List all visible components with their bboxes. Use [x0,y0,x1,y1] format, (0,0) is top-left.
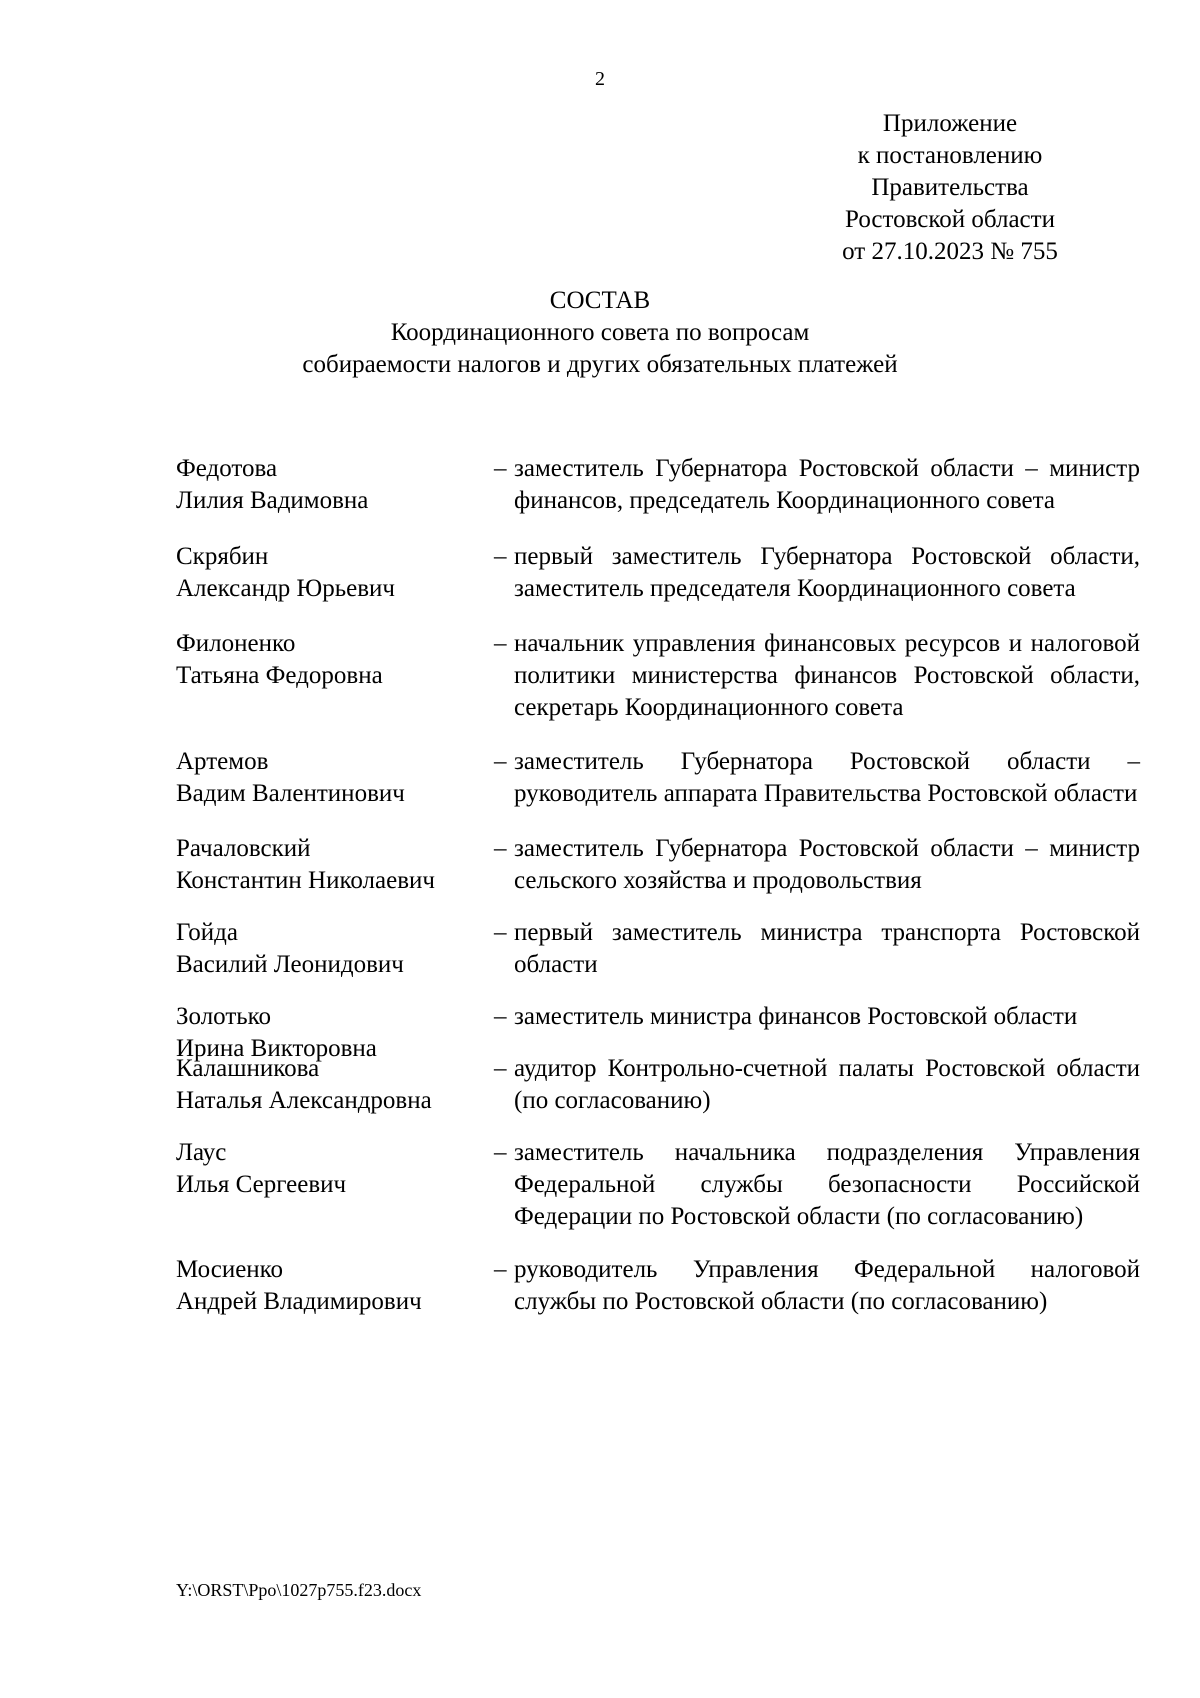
member-given-name: Илья Сергеевич [176,1171,347,1198]
member-surname: Федотова [176,455,278,482]
member-surname: Лаус [176,1139,227,1166]
member-name [176,1254,476,1318]
member-name [176,453,476,517]
heading-subtitle-line: Координационного совета по вопросам [390,319,810,346]
member-surname: Золотько [176,1003,272,1030]
member-name [176,917,476,981]
appendix-line: Приложение [882,110,1018,137]
member-name [176,1137,476,1201]
member-given-name: Андрей Владимирович [176,1288,422,1315]
member-surname: Рачаловский [176,835,311,862]
member-name [176,541,476,605]
member-entry [176,833,1140,897]
member-entry [176,1053,1140,1117]
appendix-line: Ростовской области [845,206,1055,233]
member-entry [176,453,1140,517]
member-entry [176,746,1140,810]
member-given-name: Константин Николаевич [176,867,435,894]
member-surname: Мосиенко [176,1256,284,1283]
member-name [176,628,476,692]
member-surname: Артемов [176,748,269,775]
member-role: первый заместитель министра транспорта Ростовской области [514,919,1140,978]
dash: – [494,455,507,482]
member-given-name: Ирина Викторовна [176,1035,377,1062]
members-list [176,453,1140,1318]
member-given-name: Лилия Вадимовна [176,487,369,514]
member-given-name: Александр Юрьевич [176,575,395,602]
member-entry [176,1001,1140,1062]
member-role: заместитель Губернатора Ростовской области – руководитель аппарата Правительства Ростовской области [514,748,1140,807]
dash: – [494,1003,507,1030]
dash: – [494,1256,507,1283]
member-name [176,746,476,810]
member-role: заместитель Губернатора Ростовской области – министр сельского хозяйства и продовольствия [514,835,1140,894]
member-name [176,833,476,897]
member-entry [176,1254,1140,1318]
appendix-line: к постановлению [857,142,1043,169]
member-role: заместитель Губернатора Ростовской области – министр финансов, председатель Координационного совета [514,455,1140,514]
heading-title: СОСТАВ [549,287,651,314]
heading-subtitle-line: собираемости налогов и других обязательных платежей [302,351,898,378]
member-surname: Калашникова [176,1055,320,1082]
member-role: заместитель начальника подразделения Управления Федеральной службы безопасности Российской Федерации по Ростовской области (по согласованию) [514,1139,1140,1230]
member-entry [176,628,1140,724]
member-role: заместитель министра финансов Ростовской области [514,1003,1078,1030]
member-given-name: Василий Леонидович [176,951,404,978]
member-surname: Гойда [176,919,238,946]
document-heading [0,285,1200,381]
member-surname: Филоненко [176,630,296,657]
file-path-footer: Y:\ORST\Ppo\1027p755.f23.docx [176,1580,422,1600]
appendix-block [770,108,1130,268]
member-role: первый заместитель Губернатора Ростовской области, заместитель председателя Координационного совета [514,543,1140,602]
member-role: руководитель Управления Федеральной налоговой службы по Ростовской области (по согласованию) [514,1256,1140,1315]
appendix-line: от 27.10.2023 № 755 [842,238,1058,265]
member-entry [176,541,1140,605]
member-given-name: Татьяна Федоровна [176,662,383,689]
dash: – [494,630,507,657]
member-given-name: Наталья Александровна [176,1087,432,1114]
dash: – [494,543,507,570]
member-entry [176,917,1140,981]
member-entry [176,1137,1140,1233]
member-name [176,1053,476,1117]
dash: – [494,1055,507,1082]
dash: – [494,748,507,775]
dash: – [494,919,507,946]
page-number: 2 [595,68,605,90]
member-role: начальник управления финансовых ресурсов и налоговой политики министерства финансов Ростовской области, секретарь Координационного совета [514,630,1140,721]
appendix-line: Правительства [871,174,1029,201]
member-role: аудитор Контрольно-счетной палаты Ростовской области (по согласованию) [514,1055,1140,1114]
member-surname: Скрябин [176,543,269,570]
member-given-name: Вадим Валентинович [176,780,405,807]
dash: – [494,1139,507,1166]
dash: – [494,835,507,862]
